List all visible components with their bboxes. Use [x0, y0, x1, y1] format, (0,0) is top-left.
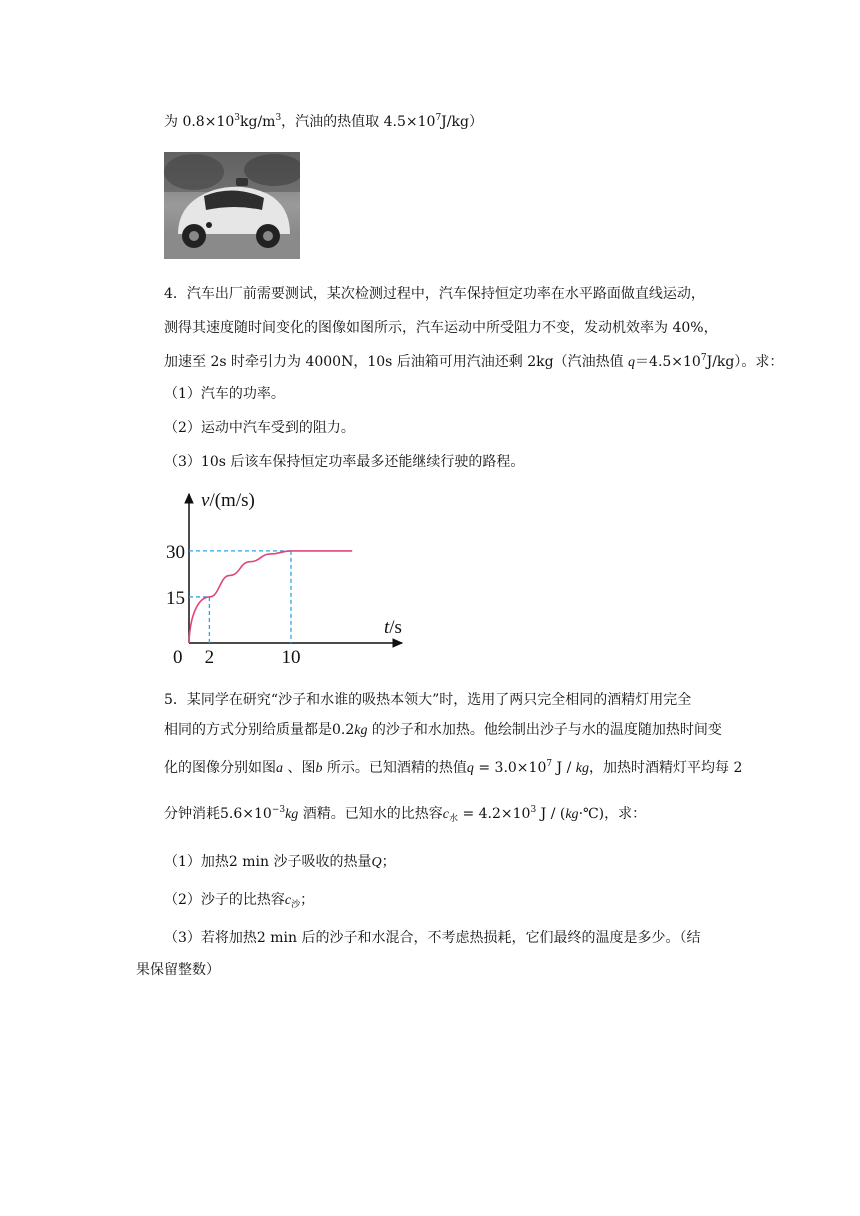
q5-line-2: 相同的方式分别给质量都是0.2kg 的沙子和水加热。他绘制出沙子与水的温度随加热时间变: [164, 722, 722, 738]
q4-line-3: 加速至 2s 时牵引力为 4000N，10s 后油箱可用汽油还剩 2kg（汽油热值 $q=4.5\times 10^7J/kg$）。求：: [164, 353, 784, 370]
velocity-curve: [189, 551, 352, 643]
intro-line: 为 $0.8\times 10^3kg/m^3$，汽油的热值取 $4.5\times 10^7J/kg$）: [164, 113, 483, 130]
q5-line-3: 化的图像分别如图a 、图b 所示。已知酒精的热值$q = 3.0\times 10^7$ J / kg，加热时酒精灯平均每 2: [164, 759, 743, 776]
origin-label: 0: [173, 647, 183, 668]
q5-sub-1: （1）加热2 min 沙子吸收的热量Q；: [164, 854, 396, 870]
q5-line-4: 分钟消耗$5.6\times 10^{-3}kg$ 酒精。已知水的比热容$c_水 = 4.2\times 10^3$ J / (kg·℃)，求：: [164, 805, 647, 824]
q4-sub-2: （2）运动中汽车受到的阻力。: [164, 420, 355, 436]
q5-sub-2: （2）沙子的比热容$c_沙$；: [164, 892, 315, 910]
q4-line-2: 测得其速度随时间变化的图像如图所示，汽车运动中所受阻力不变，发动机效率为 40%，: [164, 320, 718, 336]
q5-sub-3-continued: 果保留整数）: [136, 962, 220, 978]
x-tick-label-2: 2: [204, 647, 215, 668]
q4-sub-3: （3）10s 后该车保持恒定功率最多还能继续行驶的路程。: [164, 454, 525, 470]
velocity-time-chart: [160, 486, 410, 670]
self-driving-car-photo: [164, 152, 300, 259]
q4-sub-1: （1）汽车的功率。: [164, 386, 285, 402]
y-tick-label-15: 15: [166, 587, 185, 609]
q5-line-1: 5．某同学在研究“沙子和水谁的吸热本领大”时，选用了两只完全相同的酒精灯用完全: [164, 692, 692, 708]
y-axis-label: v/(m/s): [201, 490, 255, 511]
x-tick-label-10: 10: [281, 647, 301, 668]
q5-sub-3: （3）若将加热2 min 后的沙子和水混合，不考虑热损耗，它们最终的温度是多少。（结: [164, 930, 701, 946]
y-tick-label-30: 30: [166, 541, 185, 563]
x-axis-label: t/s: [384, 617, 402, 638]
q4-line-1: 4．汽车出厂前需要测试，某次检测过程中，汽车保持恒定功率在水平路面做直线运动，: [164, 286, 705, 302]
